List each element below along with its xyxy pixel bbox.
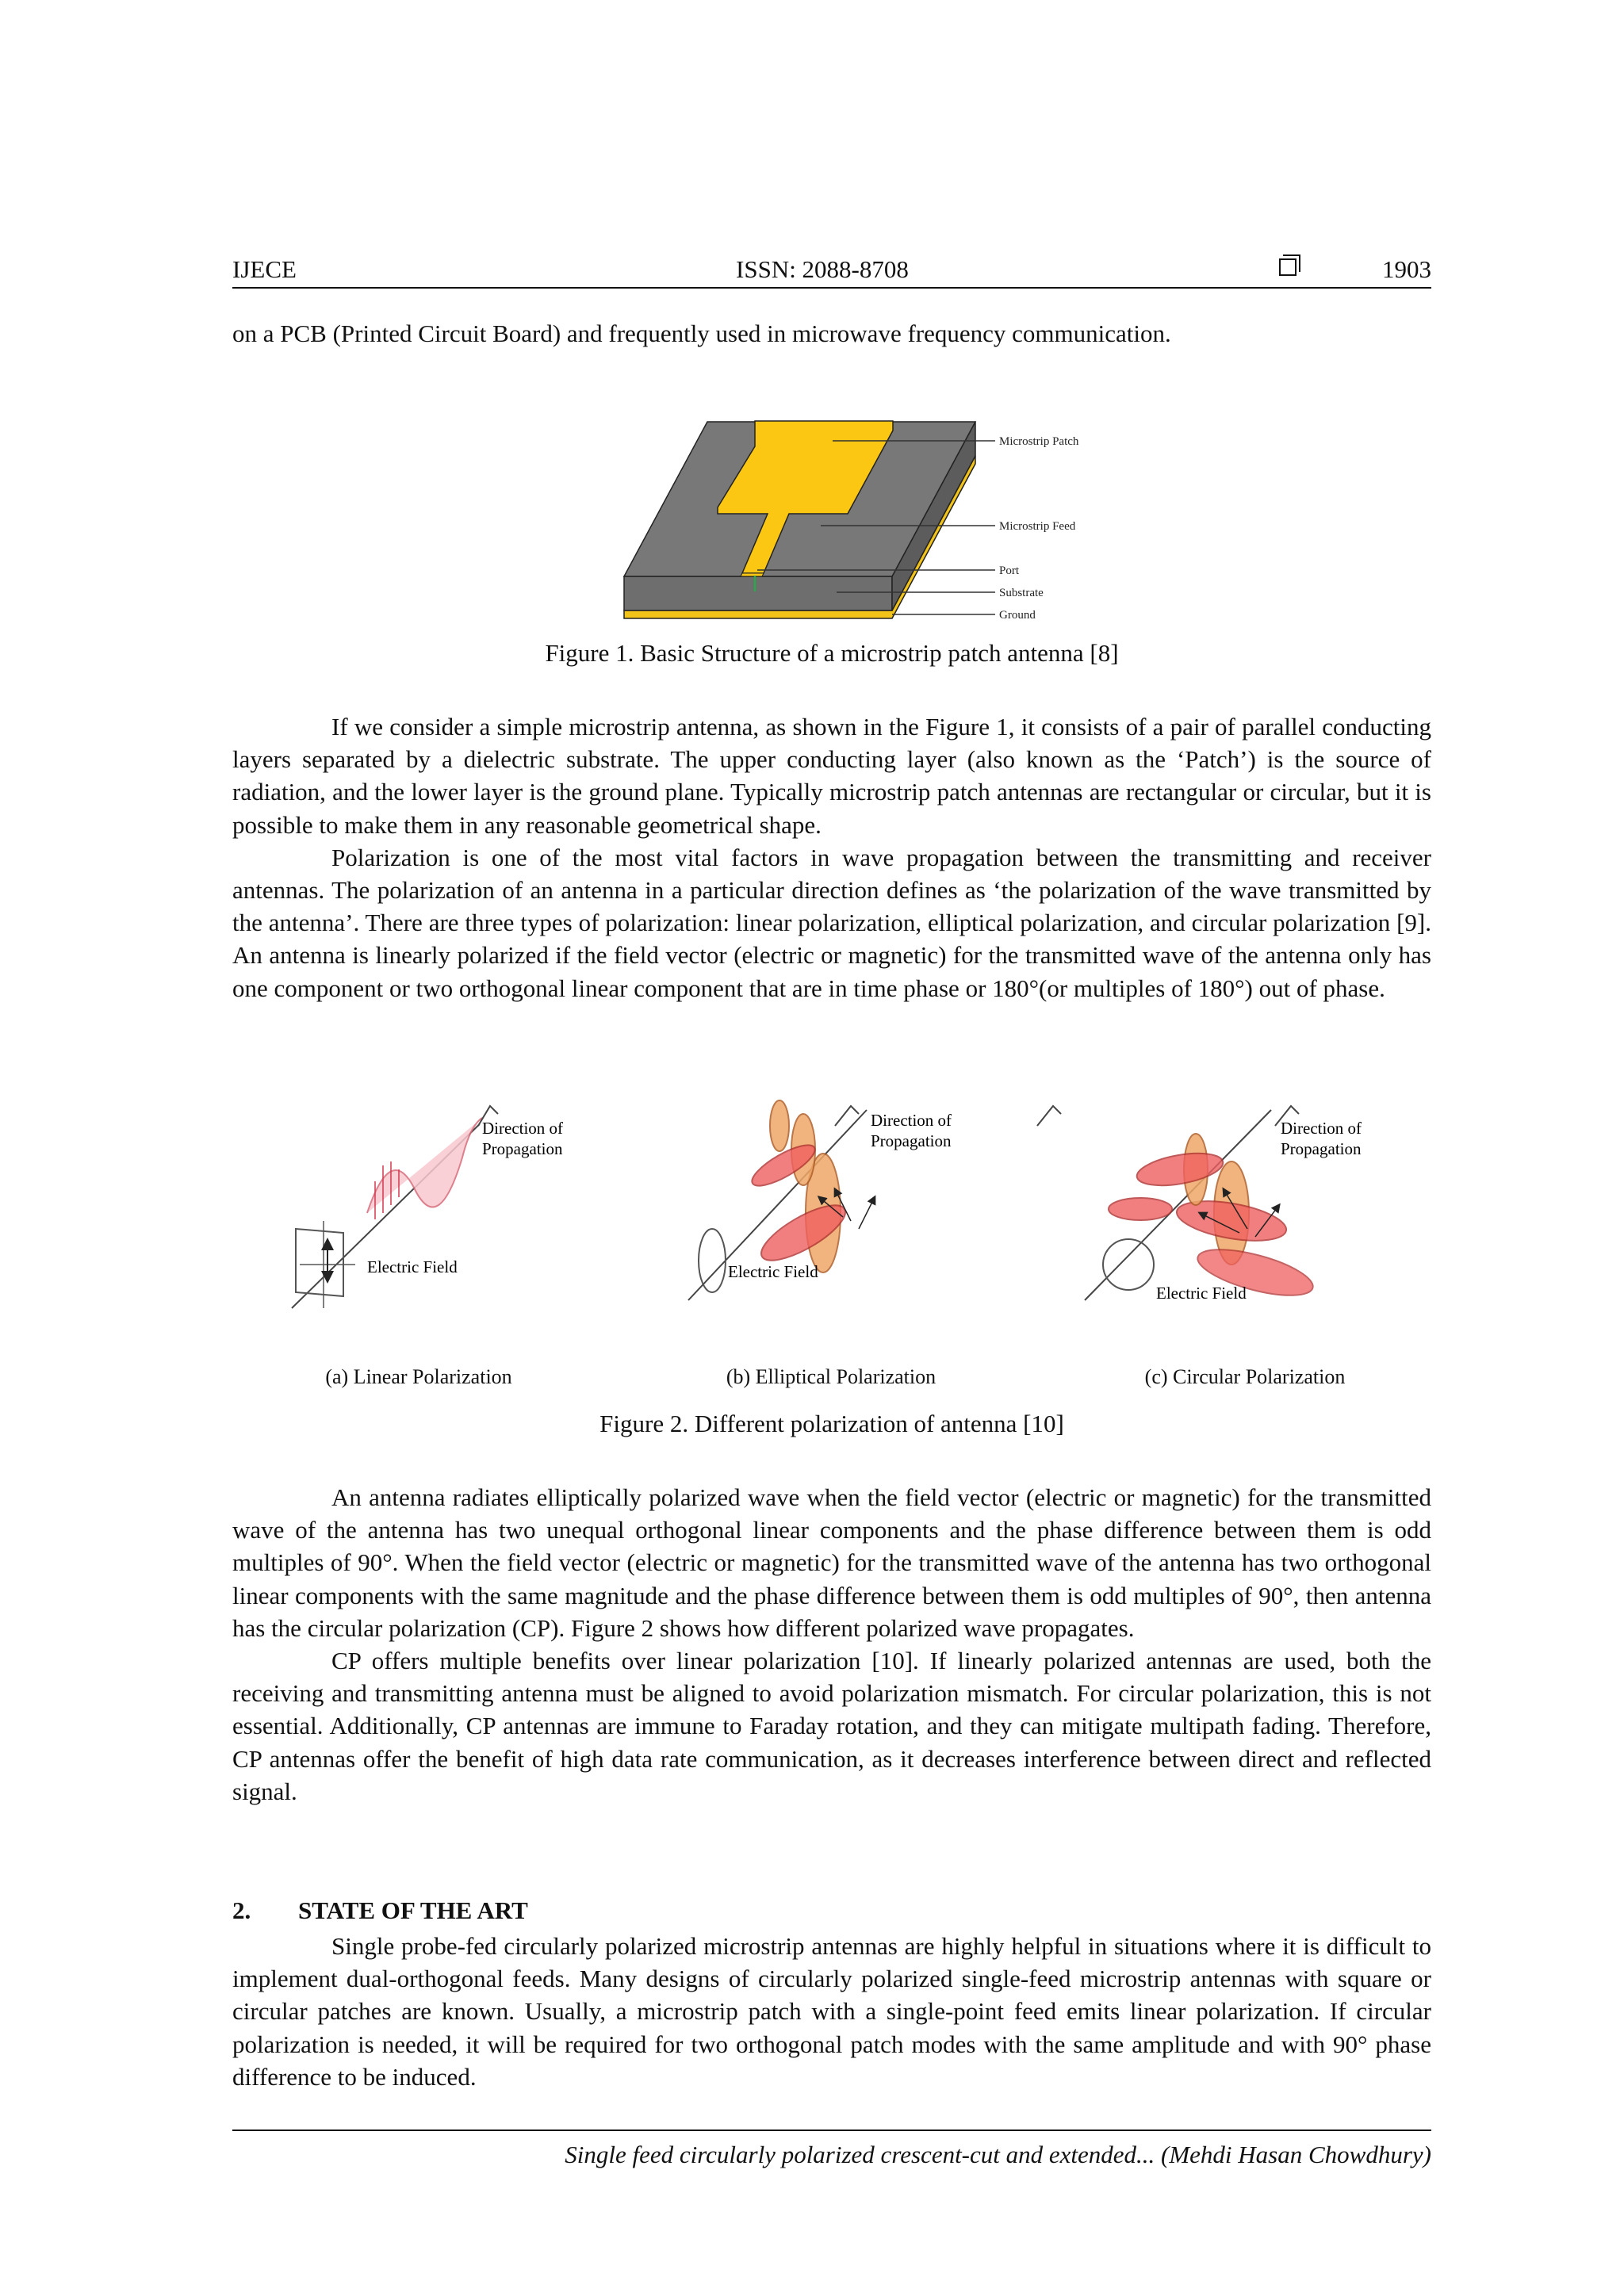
running-footer: Single feed circularly polarized crescent-cut and extended... (Mehdi Hasan Chowdhury) [565, 2141, 1431, 2168]
paragraph: Polarization is one of the most vital factors in wave propagation between the transmitting and receiver antennas. The polarization of an antenna in a particular direction defines as ‘the polarization of the wave transmitted by the antenna’. There are three types of polarization: linear polarization, elliptical polarization, and circular polarization [9]. An antenna is linearly polarized if the field vector (electric or magnetic) for the transmitted wave of the antenna only has one component or two orthogonal linear component that are in time phase or 180°(or multiples of 180°) out of phase. [232, 843, 1431, 1002]
section-title: STATE OF THE ART [298, 1896, 528, 1924]
figure-2-caption: Figure 2. Different polarization of antenna [10] [599, 1410, 1064, 1437]
section-number: 2. [232, 1896, 251, 1924]
direction-label-line-1: Direction of [1281, 1119, 1362, 1138]
direction-label-line-1: Direction of [871, 1111, 952, 1130]
box-icon [1279, 258, 1297, 276]
page-number: 1903 [1382, 255, 1431, 283]
body-block-1 [232, 710, 1431, 1004]
footer-rule [232, 2130, 1431, 2131]
electric-field-label: Electric Field [728, 1262, 818, 1281]
intro-line: on a PCB (Printed Circuit Board) and frequently used in microwave frequency communication. [232, 320, 1171, 347]
subcaption-c: (c) Circular Polarization [1144, 1365, 1346, 1388]
direction-label-line-1: Direction of [482, 1119, 564, 1138]
subcaption-b: (b) Elliptical Polarization [726, 1365, 936, 1388]
figure-2-polarization [232, 1094, 1431, 1332]
label-ground: Ground [999, 609, 1036, 622]
figure-1-caption: Figure 1. Basic Structure of a microstrip patch antenna [8] [545, 639, 1119, 667]
paragraph: An antenna radiates elliptically polarized wave when the field vector (electric or magnetic) for the transmitted wave of the antenna has two unequal orthogonal linear components and the phase difference between them is odd multiples of 90°. When the field vector (electric or magnetic) for the transmitted wave of the antenna has two orthogonal linear components with the same magnitude and the phase difference between them is odd multiples of 90°, then antenna has the circular polarization (CP). Figure 2 shows how different polarized wave propagates. [232, 1483, 1431, 1642]
page-header [232, 252, 1431, 287]
section-paragraph: Single probe-fed circularly polarized microstrip antennas are highly helpful in situations where it is difficult to implement dual-orthogonal feeds. Many designs of circularly polarized single-feed microstrip antennas with square or circular patches are known. Usually, a microstrip patch with a single-point feed emits linear polarization. If circular polarization is needed, it will be required for two orthogonal patch modes with the same amplitude and with 90° phase difference to be induced. [232, 1932, 1431, 2091]
label-patch: Microstrip Patch [999, 435, 1079, 448]
figure-1-microstrip-antenna [619, 387, 1110, 629]
issn: ISSN: 2088-8708 [736, 255, 909, 283]
substrate-front [624, 576, 892, 610]
subcaption-a: (a) Linear Polarization [325, 1365, 512, 1388]
paragraph: If we consider a simple microstrip antenna, as shown in the Figure 1, it consists of a pair of parallel conducting layers separated by a dielectric substrate. The upper conducting layer (also known as the ‘Patch’) is the source of radiation, and the lower layer is the ground plane. Typically microstrip patch antennas are rectangular or circular, but it is possible to make them in any reasonable geometrical shape. [232, 713, 1431, 839]
label-substrate: Substrate [999, 587, 1044, 599]
electric-field-label: Electric Field [367, 1257, 458, 1276]
body-block-2 [232, 1481, 1431, 1808]
paragraph: CP offers multiple benefits over linear polarization [10]. If linearly polarized antennas are used, both the receiving and transmitting antenna must be aligned to avoid polarization mismatch. For circular polarization, this is not essential. Additionally, CP antennas are immune to Faraday rotation, and they can mitigate multipath fading. Therefore, CP antennas offer the benefit of high data rate communication, as it decreases interference between direct and reflected signal. [232, 1647, 1431, 1805]
header-rule [232, 287, 1431, 289]
panel-circular [1085, 1106, 1362, 1305]
panel-elliptical [688, 1100, 1061, 1300]
label-feed: Microstrip Feed [999, 520, 1076, 533]
panel-linear [292, 1106, 563, 1308]
direction-label-line-2: Propagation [871, 1131, 952, 1150]
direction-label-line-2: Propagation [1281, 1139, 1362, 1158]
journal-name: IJECE [232, 255, 297, 283]
direction-label-line-2: Propagation [482, 1139, 563, 1158]
electric-field-label: Electric Field [1156, 1284, 1247, 1303]
label-port: Port [999, 564, 1020, 577]
section-heading [232, 1896, 528, 1925]
